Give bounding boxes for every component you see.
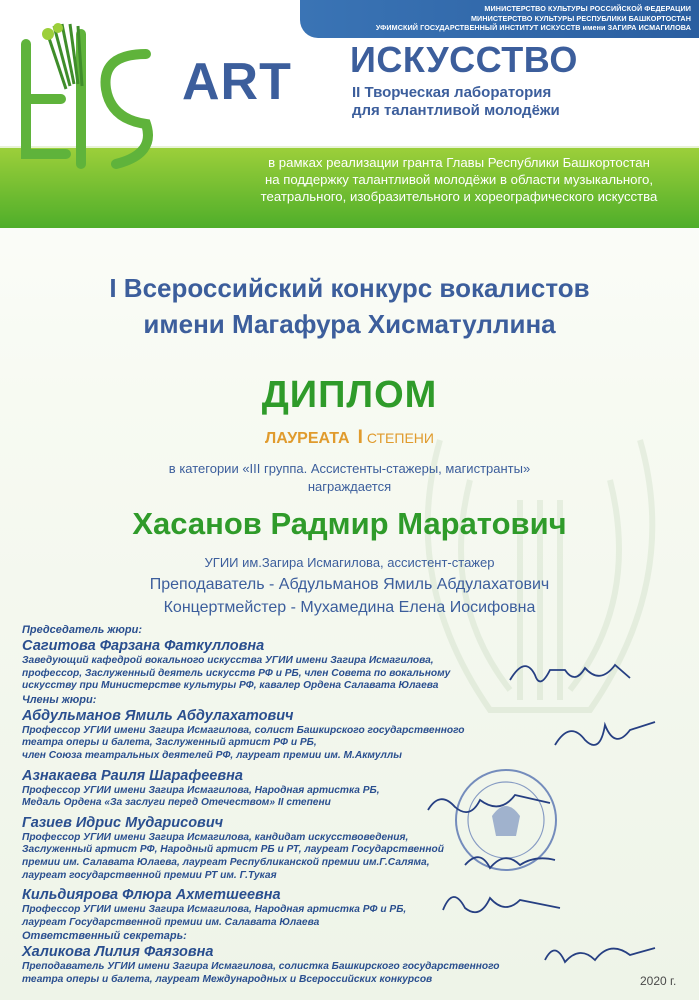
contest-line-1: I Всероссийский конкурс вокалистов (109, 273, 590, 303)
chair-name: Сагитова Фарзана Фаткулловна (22, 638, 265, 654)
ministry-line: МИНИСТЕРСТВО КУЛЬТУРЫ РЕСПУБЛИКИ БАШКОРТОСТАН (470, 13, 691, 23)
member-name: Азнакаева Раиля Шарафеевна (22, 767, 243, 784)
member-desc-line: Медаль Ордена «За заслуги перед Отечеством» II степени (22, 797, 331, 809)
year: 2020 г. (640, 974, 677, 988)
laureate-word: ЛАУРЕАТА (265, 430, 350, 447)
chair-desc-line: искусству при Министерстве культуры РФ, кавалер Ордена Салавата Юлаева (22, 680, 439, 692)
category-text: в категории «III группа. Ассистенты-стажеры, магистранты» (168, 461, 531, 476)
accompanist-line: Концертмейстер - Мухамедина Елена Иосифовна (163, 599, 536, 616)
member-desc-line: Профессор УГИИ имени Загира Исмагилова, Народная артистка РБ, (22, 784, 380, 796)
header-subtitle-2: для талантливой молодёжи (352, 102, 560, 119)
member-desc-line: лауреат государственной премии РТ им. Г.Тукая (22, 869, 277, 881)
member-desc-line: член Союза театральных деятелей РФ, лауреат премии им. М.Акмуллы (22, 749, 402, 761)
ministries-list (376, 4, 691, 33)
degree-word: СТЕПЕНИ (366, 430, 434, 446)
secretary-signature (540, 930, 660, 975)
logo-art-text: ART (182, 53, 292, 111)
member-desc-line: театра оперы и балета, Заслуженный артист РФ и РБ, (22, 737, 317, 749)
member-name: Кильдиярова Флюра Ахметшеевна (22, 887, 281, 904)
ministry-line: МИНИСТЕРСТВО КУЛЬТУРЫ РОССИЙСКОЙ ФЕДЕРАЦИИ (484, 4, 691, 13)
festival-logo (6, 14, 176, 184)
teacher-line: Преподаватель - Абдульманов Ямиль Абдулахатович (149, 576, 550, 593)
member-name: Абдульманов Ямиль Абдулахатович (22, 707, 294, 724)
diploma-title: ДИПЛОМ (261, 374, 438, 416)
winner-institution: УГИИ им.Загира Исмагилова, ассистент-стажер (204, 555, 495, 570)
degree-number: I (357, 427, 363, 448)
chair-desc-line: профессор, Заслуженный деятель искусств РФ и РБ, член Совета по вокальному (22, 667, 451, 679)
contest-title (0, 270, 699, 342)
ministries-strip (300, 0, 699, 38)
members-label: Члены жюри: (22, 693, 97, 706)
member-desc-line: Профессор УГИИ имени Загира Исмагилова, кандидат искусствоведения, (22, 831, 409, 843)
member-desc-line: премии им. Салавата Юлаева, лауреат Республиканской премии им.Г.Саляма, (22, 856, 430, 868)
laureate-line (0, 428, 699, 449)
awarded-text: награждается (307, 479, 392, 494)
grant-line: на поддержку талантливой молодёжи в области музыкального, (264, 172, 654, 187)
winner-name: Хасанов Радмир Маратович (132, 506, 567, 541)
chair-label: Председатель жюри: (22, 624, 143, 636)
member-desc-line: Заслуженный артист РФ, Народный артист РБ и РТ, лауреат Государственной (22, 844, 444, 856)
secretary-desc-line: театра оперы и балета, лауреат Международных и Всероссийских конкурсов (22, 973, 433, 985)
member-desc-line: лауреат Государственной премии им. Салавата Юлаева (22, 916, 320, 928)
member-desc-line: Профессор УГИИ имени Загира Исмагилова, Народная артистка РФ и РБ, (22, 904, 407, 916)
member-signature (435, 880, 565, 925)
header-subtitle-1: II Творческая лаборатория (352, 84, 552, 101)
grant-text (226, 154, 692, 205)
member-signature (460, 840, 560, 880)
member-signature (545, 710, 665, 760)
member-desc-line: Профессор УГИИ имени Загира Исмагилова, солист Башкирского государственного (22, 724, 465, 736)
secretary-desc-line: Преподаватель УГИИ имени Загира Исмагилова, солистка Башкирского государственного (22, 961, 500, 973)
secretary-name: Халикова Лилия Фаязовна (22, 944, 214, 961)
grant-line: в рамках реализации гранта Главы Республики Башкортостан (268, 155, 650, 170)
chair-desc-line: Заведующий кафедрой вокального искусства УГИИ имени Загира Исмагилова, (22, 655, 434, 666)
member-signature (420, 785, 560, 825)
member-name: Газиев Идрис Мударисович (22, 814, 224, 831)
contest-line-2: имени Магафура Хисматуллина (143, 309, 556, 339)
ministry-line: УФИМСКИЙ ГОСУДАРСТВЕННЫЙ ИНСТИТУТ ИСКУССТВ имени ЗАГИРА ИСМАГИЛОВА (375, 23, 691, 32)
chair-signature (505, 650, 635, 700)
header-title: ИСКУССТВО (350, 39, 578, 80)
secretary-label: Ответственный секретарь: (22, 930, 187, 943)
grant-line: театрального, изобразительного и хореографического искусства (260, 189, 658, 204)
